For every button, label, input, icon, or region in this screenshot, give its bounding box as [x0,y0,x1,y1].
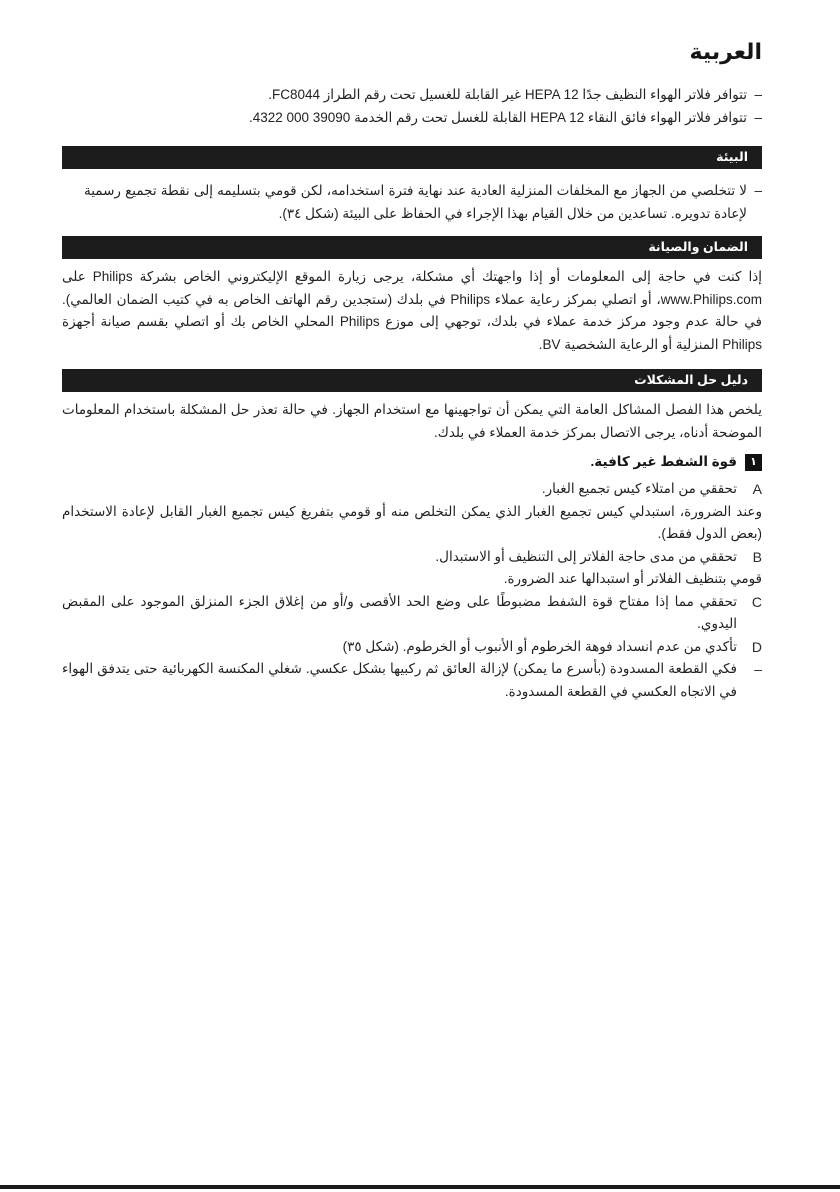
warranty-text: إذا كنت في حاجة إلى المعلومات أو إذا واجهتك أي مشكلة، يرجى زيارة الموقع الإليكتروني الخاص بشركة Philips على www.Philips.com، أو اتصلي بمركز رعاية عملاء Philips في بلدك (ستجدين رقم الهاتف الخاص به في كتيب الضمان العالمي). في حالة عدم وجود مركز خدمة عملاء في بلدك، توجهي إلى موزع Philips المحلي الخاص بك أو اتصلي بقسم صيانة أجهزة Philips المنزلية أو الرعاية الشخصية BV. [62,269,762,352]
step-text: تحققي مما إذا مفتاح قوة الشفط مضبوطًا على وضع الحد الأقصى و/أو من إغلاق الجزء المنزلق الموجود على المقبض اليدوي. [62,593,737,631]
section-header-warranty [62,236,762,259]
step-text: تحققي من امتلاء كيس تجميع الغبار. [541,481,737,496]
step-letter: B [752,548,762,565]
troubleshooting-steps [62,478,762,703]
step-item-dash [62,658,762,703]
dash-bullet: – [754,109,762,125]
step-note: قومي بتنظيف الفلاتر أو استبدالها عند الضرورة. [503,571,762,586]
intro-bullet-list [62,84,762,129]
dash-bullet: – [754,661,762,677]
step-item-c [62,591,762,636]
step-item-a [62,478,762,501]
section-header-label: الضمان والصيانة [648,240,748,254]
step-letter: C [751,593,762,610]
step-text: تأكدي من عدم انسداد فوهة الخرطوم أو الأنبوب أو الخرطوم. (شكل ٣٥) [342,638,737,654]
step-text: فكي القطعة المسدودة (بأسرع ما يمكن) لإزالة العائق ثم ركبيها بشكل عكسي. شغلي المكنسة الكهربائية حتى يتدفق الهواء في الاتجاه العكسي في القطعة المسدودة. [62,661,737,699]
page-bottom-edge-line [0,1185,840,1189]
bullet-text: تتوافر فلاتر الهواء النظيف جدًا HEPA 12 غير القابلة للغسيل تحت رقم الطراز FC8044. [268,87,747,102]
section-header-environment [62,146,762,169]
step-note: وعند الضرورة، استبدلي كيس تجميع الغبار الذي يمكن التخلص منه أو قومي بتفريغ كيس تجميع الغبار القابل لإعادة الاستخدام (بعض الدول فقط). [62,503,762,541]
page-content [62,0,762,703]
step-text: تحققي من مدى حاجة الفلاتر إلى التنظيف أو الاستبدال. [435,548,737,564]
problem-number-badge: ١ [745,454,762,471]
problem-1-heading [62,450,762,474]
section-header-label: البيئة [716,150,748,164]
section-header-troubleshooting [62,369,762,392]
list-item [62,180,762,225]
section-header-label: دليل حل المشكلات [634,373,748,387]
step-item-d [62,636,762,659]
dash-bullet: – [754,183,762,198]
list-item [62,84,762,107]
step-item-b [62,546,762,569]
list-item [62,107,762,130]
problem-title: قوة الشفط غير كافية. [590,454,737,469]
bullet-text: تتوافر فلاتر الهواء فائق النقاء HEPA 12 القابلة للغسل تحت رقم الخدمة ‪4322 000 39090‬. [248,109,747,125]
dash-bullet: – [754,87,762,102]
step-letter: A [752,481,762,497]
page-title: العربية [689,39,762,64]
troubleshooting-intro: يلخص هذا الفصل المشاكل العامة التي يمكن أن تواجهينها مع استخدام الجهاز. في حالة تعذر حل المشكلة باستخدام المعلومات الموضحة أدناه، يرجى الاتصال بمركز خدمة العملاء في بلدك. [62,402,762,440]
step-letter: D [751,638,762,655]
environment-text: لا تتخلصي من الجهاز مع المخلفات المنزلية العادية عند نهاية فترة استخدامه، لكن قومي بتسليمه إلى نقطة تجميع رسمية لإعادة تدويره. تساعدين من خلال القيام بهذا الإجراء في الحفاظ على البيئة (شكل ٣٤). [84,183,747,221]
